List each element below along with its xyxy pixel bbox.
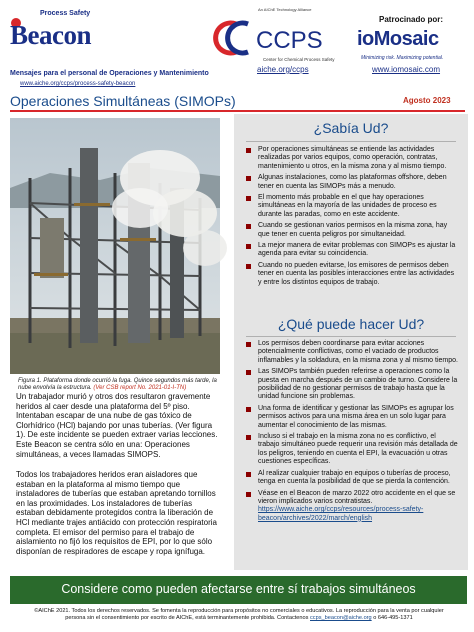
sidebar-divider-2 (246, 336, 456, 337)
footer-text: ©AIChE 2021. Todos los derechos reservados. Se fomenta la reproducción para propósitos no comerciales o educativos. La reproducción para la venta por cualquier persona sin el consentimiento por escrito de AIChE, está terminantemente prohibida. Contactenos (34, 608, 444, 621)
list-item: Algunas instalaciones, como las plataformas offshore, deben tener en cuenta las SIMOPs más a menudo. (246, 174, 458, 191)
list-item: Los permisos deben coordinarse para evitar acciones potencialmente conflictivas, como el vaciado de productos inflamables y la soldadura, en la misma zona y al mismo tiempo. (246, 340, 458, 365)
bullet-square-icon (246, 407, 251, 412)
list-item: Una forma de identificar y gestionar las SIMOPs es agrupar los permisos activos para una misma área en un solo lugar para aumentar el conocimiento de las mismas. (246, 405, 458, 430)
iomosaic-tagline: Minimizing risk. Maximizing potential. (361, 55, 444, 61)
list-item: Por operaciones simultáneas se entiende las actividades realizadas por varios equipos, como operación, contratas, mantenimiento u otros, en la misma zona y al mismo tiempo. (246, 146, 458, 171)
list-item: Incluso si el trabajo en la misma zona no es conflictivo, el trabajo simultáneo puede requerir una revisión más detallada de los peligros, teniendo en cuenta el EPI, la evacuación u otras cuestiones específicas. (246, 433, 458, 467)
sidebar-heading-que-hacer: ¿Qué puede hacer Ud? (277, 316, 425, 332)
bullet-square-icon (246, 224, 251, 229)
bullet-square-icon (246, 370, 251, 375)
copyright-footer (24, 608, 454, 622)
bullet-square-icon (246, 148, 251, 153)
issue-date: Agosto 2023 (403, 96, 451, 105)
sidebar-divider-1 (246, 141, 456, 142)
list-item: Cuando se gestionan varios permisos en la misma zona, hay que tener en cuenta peligros por simultaneidad. (246, 222, 458, 239)
ccps-link[interactable]: aiche.org/ccps (257, 65, 309, 74)
footer-phone: o 646-495-1371 (371, 615, 413, 621)
list-item: El momento más probable en el que hay operaciones simultáneas en la mayoría de las unidades de proceso es durante las paradas, como en este accidente. (246, 194, 458, 219)
sidebar-box (234, 114, 468, 570)
figure-caption-label: Figura 1. (18, 378, 42, 384)
body-paragraph-2: Todos los trabajadores heridos eran aisladores que estaban en la plataforma al mismo tiempo que instaladores de tuberías que estaban apretando tornillos en las proximidades. Los instaladores de tuberías estaban debidamente protegidos contra la liberación de HCl mediante trajes antiácido con protección respiratoria completa. El emisor del permiso para el trabajo de aislamiento no fijó los requisitos de EPI, por lo que sólo disponían de respiradores de escape y ropa ignífuga. (16, 470, 217, 556)
bullet-square-icon (246, 472, 251, 477)
bullet-square-icon (246, 492, 251, 497)
bullet-square-icon (246, 176, 251, 181)
list-item: Cuando no pueden evitarse, los emisores de permisos deben tener en cuenta las posibles interacciones entre las actividades y entre los distintos equipos de trabajo. (246, 262, 458, 287)
body-paragraph-1: Un trabajador murió y otros dos resultaron gravemente heridos al caer desde una plataforma del 5º piso. Intentaban escapar de una nube de gas tóxico de Clorhídrico (HCl) bajando por unas tuberías. (Ver figura 1). De este incidente se pueden extraer varias lecciones. Este Beacon se centra sólo en una: Operaciones simultáneas, a veces llamadas SIMOPS. (16, 392, 218, 459)
ccps-alliance-label: An AIChE Technology Alliance (258, 7, 312, 12)
iomosaic-logo: ioMosaic (357, 28, 439, 50)
figure-caption-text: Plataforma donde ocurrió la fuga. Quince segundos más tarde, la nube envolvía la estructura. (18, 378, 217, 392)
tagline: Mensajes para el personal de Operaciones y Mantenimiento (10, 70, 209, 77)
bullet-square-icon (246, 435, 251, 440)
banner-message: Considere como pueden afectarse entre sí trabajos simultáneos (61, 582, 416, 596)
sidebar-list-que-hacer (246, 340, 458, 526)
bullet-square-icon (246, 342, 251, 347)
list-item: La mejor manera de evitar problemas con SIMOPs es ajustar la agenda para evitar su coincidencia. (246, 242, 458, 259)
bullet-square-icon (246, 264, 251, 269)
beacon-logo: Beacon (10, 20, 91, 50)
sidebar-heading-sabia: ¿Sabía Ud? (313, 120, 389, 136)
title-divider (10, 110, 465, 112)
iomosaic-link[interactable]: www.iomosaic.com (372, 65, 441, 74)
list-item: Véase en el Beacon de marzo 2022 otro accidente en el que se vieron implicados varios contratistas. https://www.aiche.org/ccps/resources/process-safety-beacon/archives/2022/march/english (246, 490, 458, 524)
bullet-square-icon (246, 244, 251, 249)
sponsor-label: Patrocinado por: (379, 15, 444, 24)
bullet-square-icon (246, 196, 251, 201)
page-title: Operaciones Simultáneas (SIMOPs) (10, 93, 236, 109)
sidebar-list-sabia (246, 146, 458, 290)
list-item: Al realizar cualquier trabajo en equipos o tuberías de proceso, tenga en cuenta la posibilidad de que se pierda la contención. (246, 470, 458, 487)
figure-caption (18, 378, 223, 392)
beacon-archive-link[interactable]: https://www.aiche.org/ccps/resources/process-safety-beacon/archives/2022/march/english (258, 506, 424, 522)
contact-email-link[interactable]: ccps_beacon@aiche.org (310, 615, 372, 621)
beacon-link[interactable]: www.aiche.org/ccps/process-safety-beacon (20, 81, 136, 87)
list-item: Las SIMOPs también pueden referirse a operaciones como la puesta en marcha después de un cambio de turno. Considere la posibilidad de no gestionar permisos de trabajo hasta que la unidad funcione sin problemas. (246, 368, 458, 402)
ccps-center-label: Center for Chemical Process Safety (263, 57, 335, 62)
incident-photo (10, 118, 220, 374)
ccps-logo (214, 18, 323, 58)
figure-caption-ref: (Ver CSB report No. 2021-01-I-TN) (91, 385, 187, 392)
ccps-logo-text: CCPS (256, 27, 323, 54)
brand-process-safety: Process Safety (40, 10, 91, 17)
